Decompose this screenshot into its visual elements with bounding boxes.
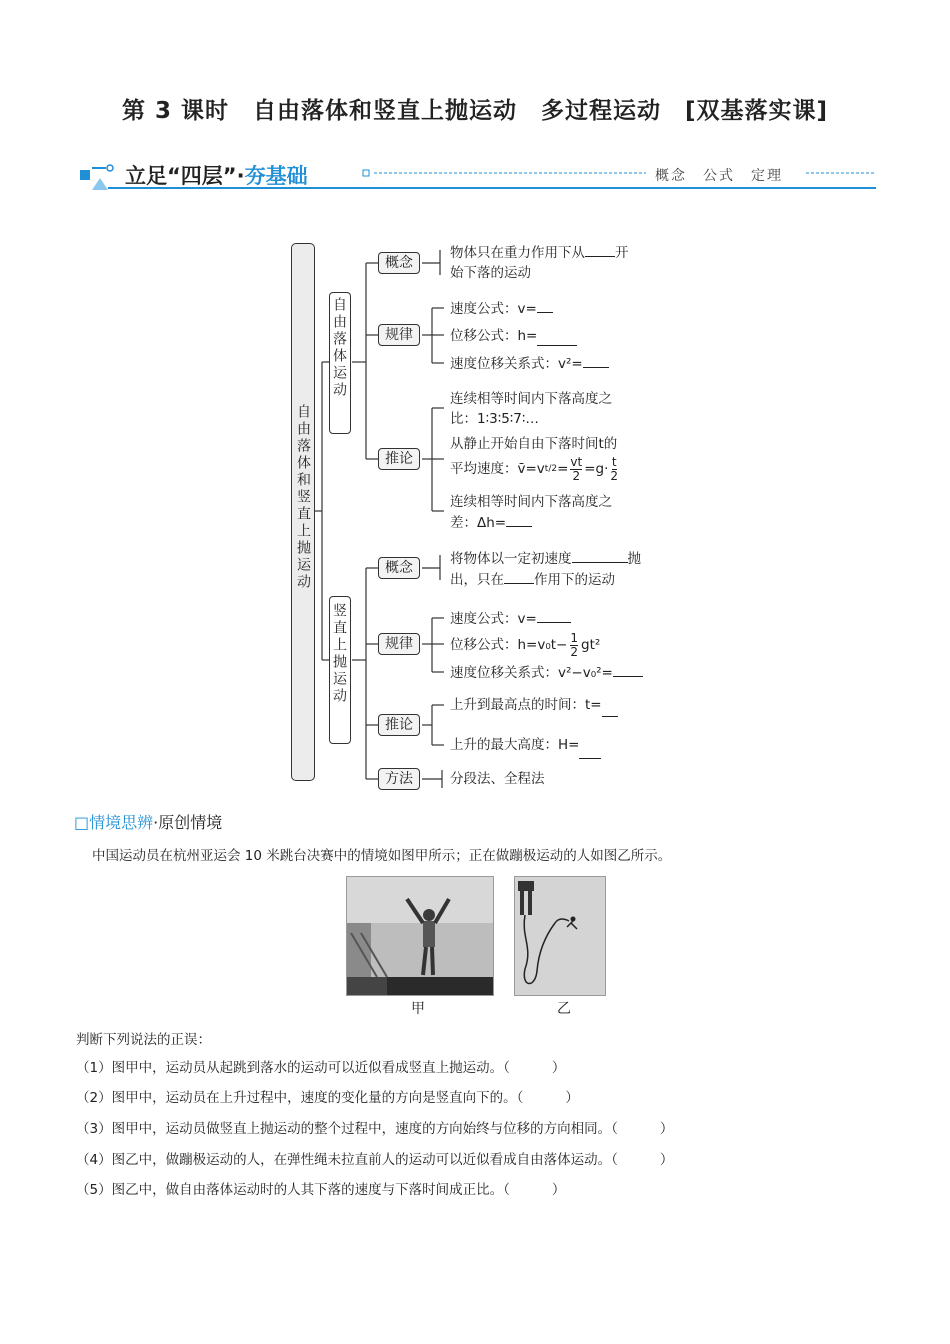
blank xyxy=(537,331,577,346)
vu-inference-1: 上升到最高点的时间：t= xyxy=(450,694,618,715)
mindmap-root xyxy=(291,243,315,781)
vu-inference-label: 推论 xyxy=(378,714,420,736)
blank xyxy=(613,662,643,677)
blank xyxy=(537,608,571,623)
photo-bungee xyxy=(514,876,606,996)
banner-highlight: 夯基础 xyxy=(244,164,308,188)
blank xyxy=(504,569,534,584)
caption-b: 乙 xyxy=(557,1001,571,1017)
ff-concept-label: 概念 xyxy=(378,252,420,274)
vertical-up-box xyxy=(329,596,351,744)
judge-instruction: 判断下列说法的正误： xyxy=(76,1032,211,1048)
scenario-intro: 中国运动员在杭州亚运会 10 米跳台决赛中的情境如图甲所示；正在做蹦极运动的人如图乙所示。 xyxy=(92,848,672,864)
ff-law-label: 规律 xyxy=(378,324,420,346)
blank xyxy=(506,512,532,527)
ff-concept-text: 物体只在重力作用下从 开 始下落的运动 xyxy=(450,242,629,283)
banner-keywords: 概念 公式 定理 xyxy=(655,168,783,184)
ff-law-2: 位移公式：h= xyxy=(450,325,577,346)
caption-a: 甲 xyxy=(411,1001,425,1017)
vu-law-2: 位移公式：h=v₀t− $\frac{1}{2}$ gt² xyxy=(450,630,601,659)
banner-prefix: 立足“四层”· xyxy=(125,164,245,188)
page-title: 第 3 课时 自由落体和竖直上抛运动 多过程运动 [双基落实课] xyxy=(121,98,829,124)
scenario-heading: □情境思辨·原创情境 xyxy=(74,813,223,832)
question-1: （1）图甲中，运动员从起跳到落水的运动可以近似看成竖直上抛运动。（ ） xyxy=(76,1060,566,1076)
question-2: （2）图甲中，运动员在上升过程中，速度的变化量的方向是竖直向下的。（ ） xyxy=(76,1090,579,1106)
vu-method: 分段法、全程法 xyxy=(450,771,545,787)
blank xyxy=(602,702,618,717)
ff-law-3: 速度位移关系式：v²= xyxy=(450,353,609,374)
photo-diver xyxy=(346,876,494,996)
question-4: （4）图乙中，做蹦极运动的人，在弹性绳未拉直前人的运动可以近似看成自由落体运动。（ ） xyxy=(76,1152,674,1168)
blank xyxy=(583,353,609,368)
vu-concept-label: 概念 xyxy=(378,557,420,579)
free-fall-label: 自由落体运动 xyxy=(331,297,347,399)
checkbox-icon: □ xyxy=(74,813,90,832)
vu-concept-text: 将物体以一定初速度 抛 出，只在 作用下的运动 xyxy=(450,548,641,590)
ff-law-1: 速度公式：v= xyxy=(450,298,553,319)
ff-inference-1: 连续相等时间内下落高度之 比：1∶3∶5∶7∶… xyxy=(450,391,612,427)
question-3: （3）图甲中，运动员做竖直上抛运动的整个过程中，速度的方向始终与位移的方向相同。（ ） xyxy=(76,1121,674,1137)
free-fall-box xyxy=(329,292,351,434)
vu-law-3: 速度位移关系式：v²−v₀²= xyxy=(450,662,643,683)
question-5: （5）图乙中，做自由落体运动时的人其下落的速度与下落时间成正比。（ ） xyxy=(76,1182,566,1198)
ff-inference-2: 从静止开始自由下落时间t的 平均速度：v̄=v t/2 = $\frac{vt}{2}$ =g· t 2 xyxy=(450,436,619,483)
vu-inference-2: 上升的最大高度：H= xyxy=(450,734,601,755)
vu-method-label: 方法 xyxy=(378,768,420,790)
vu-law-label: 规律 xyxy=(378,633,420,655)
blank xyxy=(572,548,628,563)
blank xyxy=(579,744,601,759)
ff-inference-3: 连续相等时间内下落高度之 差：Δh= xyxy=(450,494,612,531)
blank xyxy=(537,298,553,313)
vu-law-1: 速度公式：v= xyxy=(450,608,571,629)
blank xyxy=(585,242,615,257)
vertical-up-label: 竖直上抛运动 xyxy=(331,603,347,705)
ff-inference-label: 推论 xyxy=(378,448,420,470)
mindmap-root-label: 自由落体和竖直上抛运动 xyxy=(295,404,311,591)
